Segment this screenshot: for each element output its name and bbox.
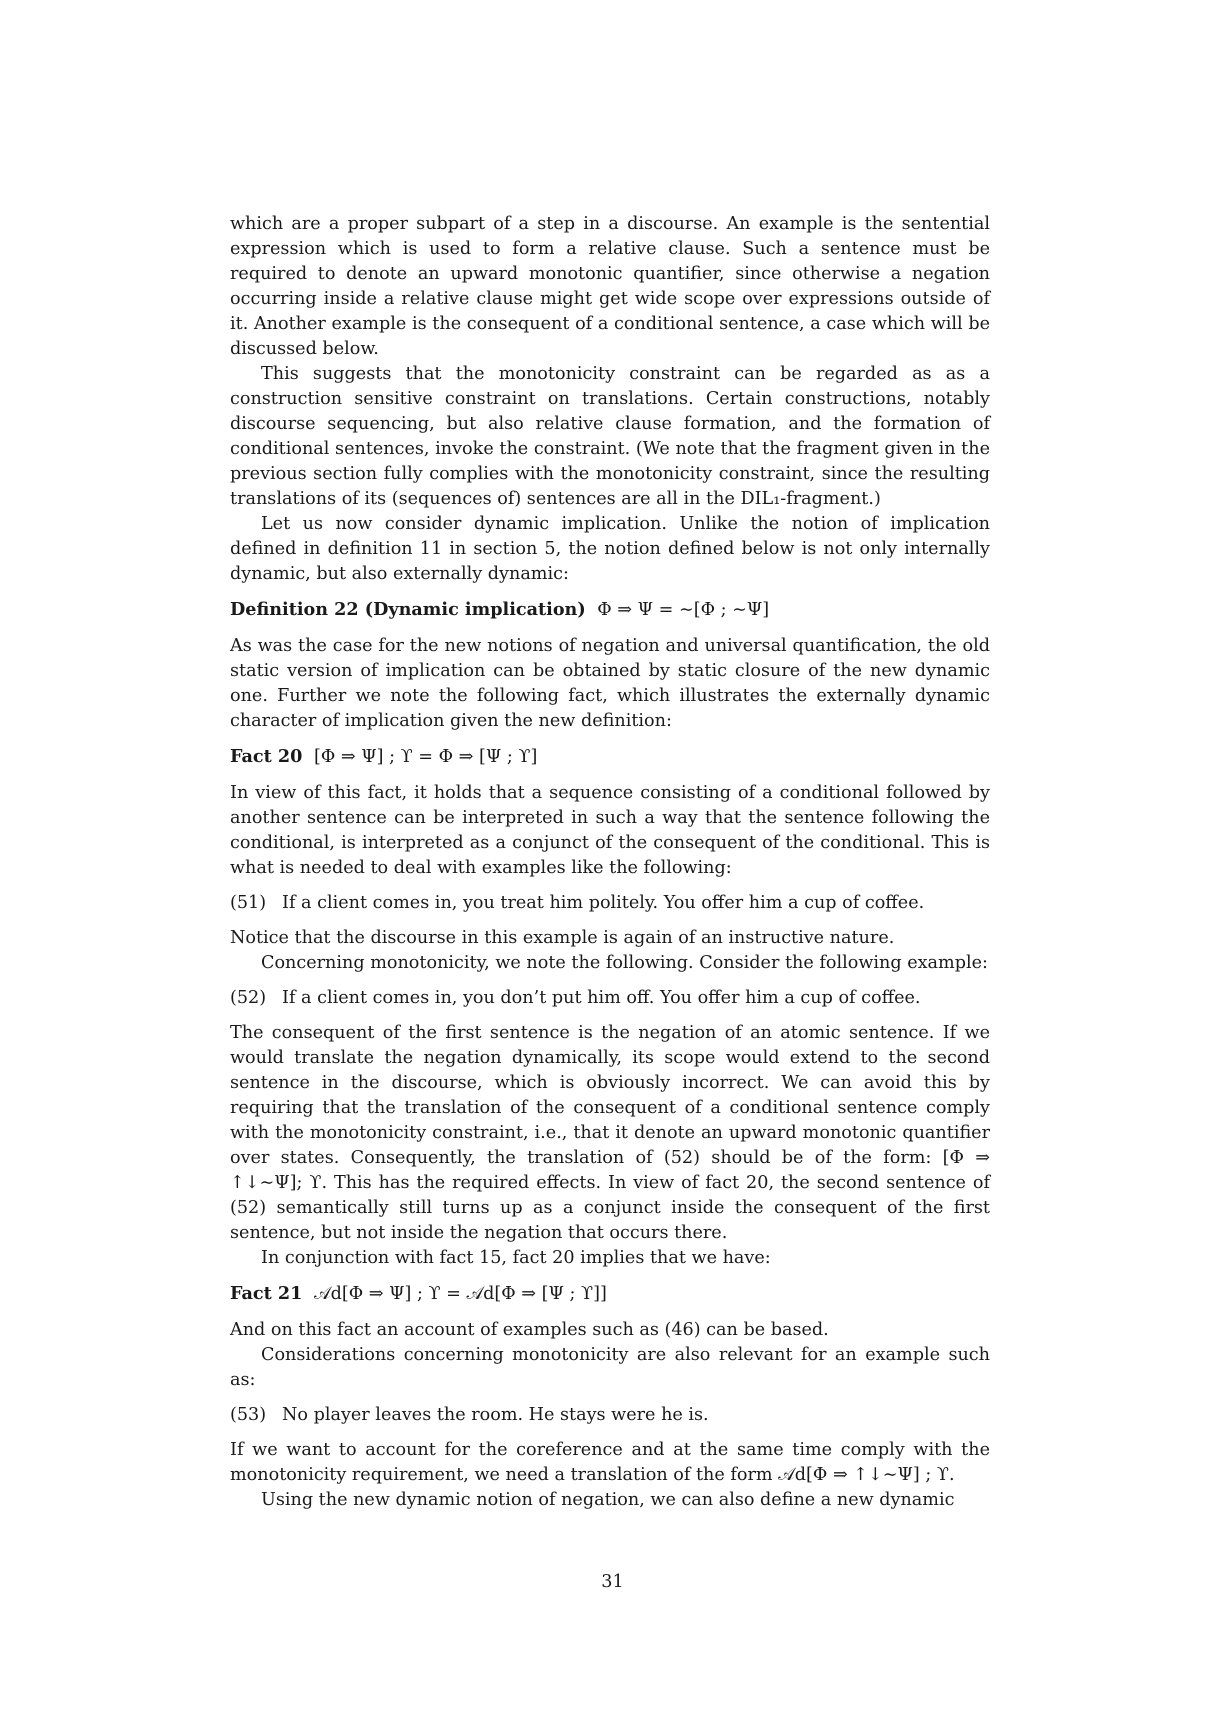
example-number: (53) [230,1405,267,1425]
definition-22 [230,597,990,623]
page-body [230,212,990,1513]
example-52 [230,986,990,1011]
fact-21 [230,1281,990,1307]
example-text: If a client comes in, you treat him politely. You offer him a cup of coffee. [282,893,925,913]
fact-label: Fact 21 [230,1283,303,1304]
example-51 [230,891,990,916]
paragraph: Notice that the discourse in this example is again of an instructive nature. [230,928,895,948]
example-text: No player leaves the room. He stays were he is. [282,1405,709,1425]
paragraph: Concerning monotonicity, we note the following. Consider the following example: [261,953,988,973]
paragraph: In view of this fact, it holds that a sequence consisting of a conditional followed by another sentence can be interpreted in such a way that the sentence following the conditional, is interpreted as a conjunct of the consequent of the conditional. This is what is needed to deal with examples like the following: [230,783,990,878]
fact-formula: [Φ ⇒ Ψ] ; ϒ = Φ ⇒ [Ψ ; ϒ] [313,747,538,767]
paragraph: Using the new dynamic notion of negation, we can also define a new dynamic [261,1490,955,1510]
fact-formula: 𝒜d[Φ ⇒ Ψ] ; ϒ = 𝒜d[Φ ⇒ [Ψ ; ϒ]] [313,1284,607,1304]
paragraph: which are a proper subpart of a step in a discourse. An example is the sentential expression which is used to form a relative clause. Such a sentence must be required to denote an upward monotonic quantifier, since otherwise a negation occurring inside a relative clause might get wide scope over expressions outside of it. Another example is the consequent of a conditional sentence, a case which will be discussed below. [230,214,990,359]
example-53 [230,1403,990,1428]
fact-20 [230,744,990,770]
fact-label: Fact 20 [230,746,303,767]
paragraph: As was the case for the new notions of negation and universal quantification, the old static version of implication can be obtained by static closure of the new dynamic one. Further we note the following fact, which illustrates the externally dynamic character of implication given the new definition: [230,636,990,731]
paragraph: Considerations concerning monotonicity are also relevant for an example such as: [230,1345,990,1390]
paragraph: Let us now consider dynamic implication. Unlike the notion of implication defined in definition 11 in section 5, the notion defined below is not only internally dynamic, but also externally dynamic: [230,514,990,584]
paragraph: In conjunction with fact 15, fact 20 implies that we have: [261,1248,771,1268]
paragraph: The consequent of the first sentence is the negation of an atomic sentence. If we would translate the negation dynamically, its scope would extend to the second sentence in the discourse, which is obviously incorrect. We can avoid this by requiring that the translation of the consequent of a conditional sentence comply with the monotonicity constraint, i.e., that it denote an upward monotonic quantifier over states. Consequently, the translation of (52) should be of the form: [Φ ⇒ ↑↓∼Ψ]; ϒ. This has the required effects. In view of fact 20, the second sentence of (52) semantically still turns up as a conjunct inside the consequent of the first sentence, but not inside the negation that occurs there. [230,1023,990,1243]
paragraph: And on this fact an account of examples such as (46) can be based. [230,1320,829,1340]
definition-formula: Φ ⇒ Ψ = ∼[Φ ; ∼Ψ] [597,600,770,620]
definition-label: Definition 22 (Dynamic implication) [230,599,586,620]
example-number: (51) [230,893,267,913]
page-number: 31 [601,1572,624,1592]
example-text: If a client comes in, you don’t put him off. You offer him a cup of coffee. [282,988,921,1008]
example-number: (52) [230,988,267,1008]
paragraph: If we want to account for the coreference and at the same time comply with the monotonicity requirement, we need a translation of the form 𝒜d[Φ ⇒ ↑↓∼Ψ] ; ϒ. [230,1440,990,1485]
paragraph: This suggests that the monotonicity constraint can be regarded as as a construction sensitive constraint on translations. Certain constructions, notably discourse sequencing, but also relative clause formation, and the formation of conditional sentences, invoke the constraint. (We note that the fragment given in the previous section fully complies with the monotonicity constraint, since the resulting translations of its (sequences of) sentences are all in the DIL₁-fragment.) [230,364,990,509]
